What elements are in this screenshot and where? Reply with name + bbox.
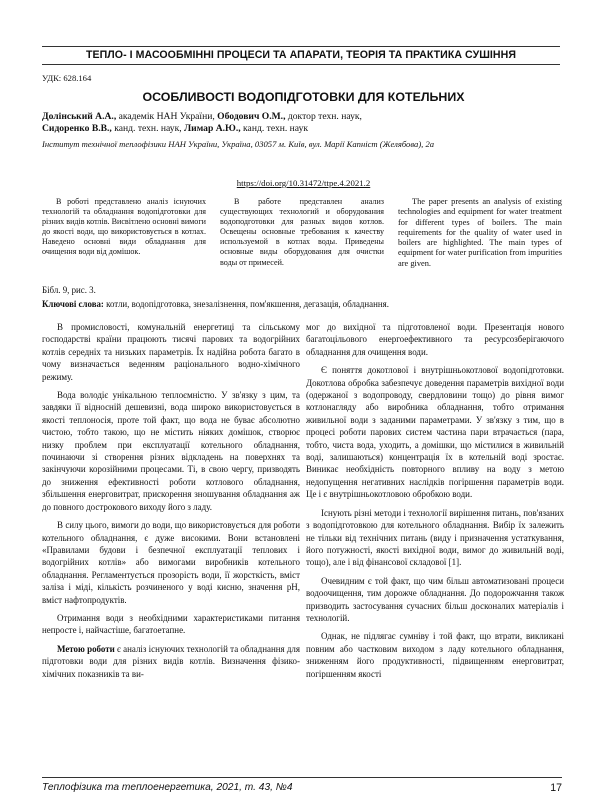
paragraph: мог до вихідної та підготовленої води. Презентація нового багатоцільового енергоефективного та ресурсозберігаючого обладнання для очищення води. [306, 322, 564, 357]
paragraph [42, 643, 300, 680]
author-rank: академік НАН України, [116, 111, 218, 122]
body-column-left [42, 321, 300, 686]
abstract-text: The paper presents an analysis of existing technologies and equipment for water treatment for different types of boilers. The main requirements for the quality of water used in boilers are highlighted. The main types of equipment for water purification from impurities are given. [398, 197, 562, 268]
keywords-text: котли, водопідготовка, знезалізнення, пом'якшення, дегазація, обладнання. [103, 299, 389, 309]
author-name: Лимар А.Ю., [184, 123, 241, 134]
paragraph: В силу цього, вимоги до води, що використовується для роботи котельного обладнання, є дуже високими. Вони встановлені «Правилами будови і безпечної експлуатації теплових і водогрійних котлів» або вимогами виробників котельного обладнання. Регламентується прозорість води, її жорсткість, вміст заліза і міді, кількість розчиненого у воді кисню, значення pH, вміст нафтопродуктів. [42, 520, 300, 605]
paragraph: Отримання води з необхідними характеристиками питання непросте і, найчастіше, багатоетапне. [42, 612, 300, 636]
udk-code: УДК: 628.164 [42, 73, 92, 83]
page-number: 17 [550, 782, 562, 794]
keywords-label: Ключові слова: [42, 299, 104, 309]
bibliography-count: Бібл. 9, рис. 3. [42, 285, 96, 295]
footer-divider [42, 777, 562, 778]
footer-journal-citation: Теплофізика та теплоенергетика, 2021, т. 43, №4 [42, 782, 293, 793]
paragraph: Однак, не підлягає сумніву і той факт, що втрати, викликані повним або частковим виходом з ладу котельного обладнання, зниженням його продуктивності, підвищенням енерговитрат, погіршенням якості [306, 631, 564, 679]
abstract-text: В роботі представлено аналіз існуючих технологій та обладнання водопідготовки для різних видів котлів. Висвітлено основні вимоги до якості води, що використовується в котлах. Наведено основні види обладнання для очищення води від домішок. [42, 197, 206, 257]
author-rank: канд. техн. наук, [111, 123, 185, 134]
paragraph: В промисловості, комунальній енергетиці та сільському господарстві країни працюють тисячі парових та водогрійних котлів середніх та низьких параметрів. Їх надійна робота багато в чому визначається веденням раціонального водно-хімічного режиму. [42, 322, 300, 382]
affiliation: Інститут технічної теплофізики НАН України, Україна, 03057 м. Київ, вул. Марії Капніст (Желябова), 2а [42, 139, 435, 149]
abstracts [42, 197, 562, 269]
paragraph: Є поняття докотлової і внутрішньокотлової водопідготовки. Докотлова обробка забезпечує доведення параметрів вихідної води (одержаної з водопроводу, свердловини тощо) до рівня вимог котлонагляду або виробника обладнання, тобто отримання живильної води з заданими параметрами. У зв'язку з тим, що в процесі роботи парових систем частина пари втрачається (пара, тобто, чиста вода, уходить, а домішки, що містилися в живильній воді, залишаються) концентрація їх в котельній воді зростає. Виникає необхідність повторного впливу на воду з метою недопущення негативних наслідків погіршення параметрів води. Це і є внутрішньокотловою обробкою води. [306, 365, 564, 500]
paragraph: Очевидним є той факт, що чим більш автоматизовані процеси водоочищення, тим дорожче обладнання. До подорожчання також призводить застосування сучасних більш досконалих матеріалів і технологій. [306, 575, 564, 623]
paragraph: Існують різні методи і технології вирішення питань, пов'язаних з водопідготовкою для котельного обладнання. Вибір їх залежить не тільки від технічних питань (виду і призначення устаткування, його потужності, якості вихідної води, вимог до живильній воді, тощо), але і від фінансової складової [1]. [306, 507, 564, 568]
author-name: Долінський А.А., [42, 111, 117, 122]
author-rank: доктор техн. наук, [285, 111, 362, 122]
keywords [42, 299, 562, 309]
doi-link[interactable]: https://doi.org/10.31472/ttpe.4.2021.2 [236, 178, 371, 188]
authors [42, 111, 562, 135]
abstract-russian [220, 197, 384, 269]
abstract-english [398, 197, 562, 269]
body-column-right [306, 321, 564, 686]
section-title: ТЕПЛО- І МАСООБМІННІ ПРОЦЕСИ ТА АПАРАТИ, ТЕОРІЯ ТА ПРАКТИКА СУШІННЯ [86, 49, 516, 61]
abstract-ukrainian [42, 197, 206, 269]
paper-title: ОСОБЛИВОСТІ ВОДОПІДГОТОВКИ ДЛЯ КОТЕЛЬНИХ [142, 90, 465, 104]
abstract-text: В работе представлен анализ существующих технологий и оборудования водоподготовки для разных видов котлов. Освещены основные требования к качеству используемой в котлах воды. Приведены основные виды оборудования для очистки воды от примесей. [220, 197, 384, 267]
paragraph: Вода володіє унікальною теплоємністю. У зв'язку з цим, та завдяки її відносній дешевизні, вода широко використовується в якості теплоносія, проте той факт, що вода не буває абсолютно чистою, тобто такою, що не містить ніяких домішок, створює низку проблем при експлуатації котельного обладнання, починаючи зі створення різних відкладень на поверхнях та закінчуючи корозійними процесами. Ті, в свою чергу, призводять до зниження ефективності роботи котлового обладнання, збільшення енерговитрат, прискорення зношування обладнання аж до повного дострокового виходу його з ладу. [42, 390, 300, 512]
author-name: Сидоренко В.В., [42, 123, 112, 134]
goal-text: є аналіз існуючих технологій та обладнання для підготовки води для різних видів котлів. Визначення фізико-хімічних показників та ви- [42, 643, 300, 679]
goal-label: Метою роботи [57, 643, 115, 654]
author-rank: канд. техн. наук [240, 123, 309, 134]
section-header [42, 46, 560, 65]
author-name: Ободович О.М., [217, 111, 286, 122]
